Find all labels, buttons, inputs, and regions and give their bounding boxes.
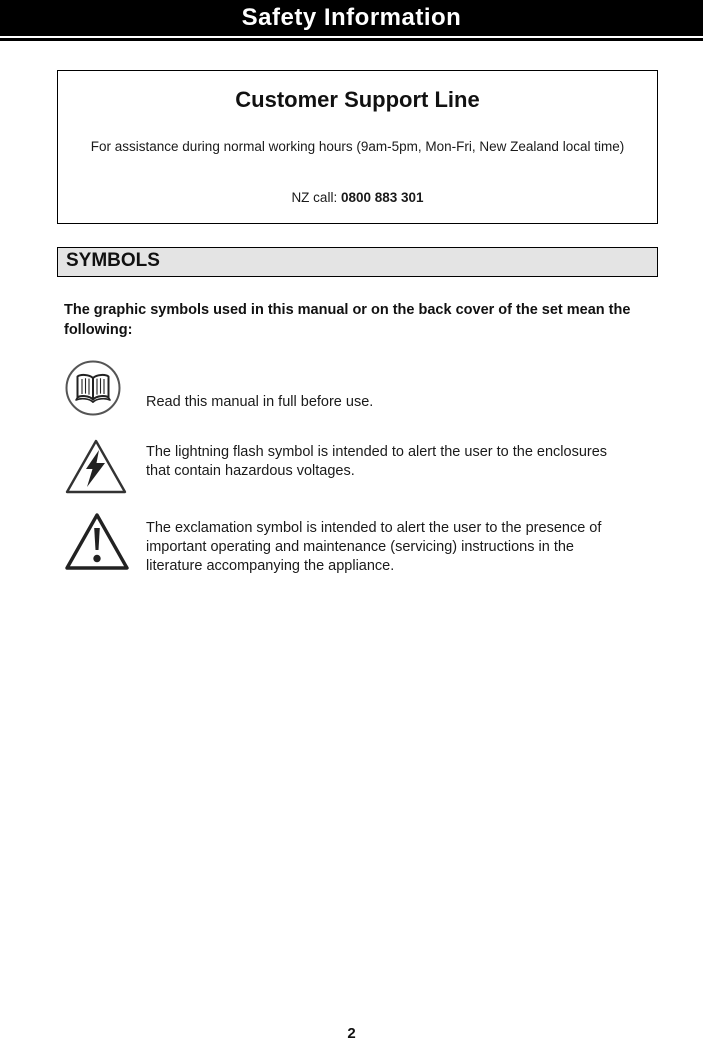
header-divider — [0, 38, 703, 41]
lightning-triangle-icon — [64, 437, 146, 497]
support-phone-prefix: NZ call: — [291, 190, 341, 205]
open-book-icon — [64, 359, 146, 417]
support-hours-text: For assistance during normal working hours (9am-5pm, Mon-Fri, New Zealand local time) — [90, 139, 625, 154]
symbol-row-exclamation — [64, 511, 703, 577]
symbols-heading: SYMBOLS — [66, 250, 160, 271]
exclamation-symbol-description: The exclamation symbol is intended to alert the user to the presence of important operating and maintenance (servicing) instructions in the literature accompanying the appliance. — [146, 519, 602, 575]
lightning-symbol-description: The lightning flash symbol is intended to alert the user to the enclosures that contain hazardous voltages. — [146, 443, 608, 479]
page-title: Safety Information — [241, 4, 462, 31]
symbols-section-header — [57, 247, 658, 277]
support-box-title: Customer Support Line — [235, 87, 480, 112]
symbols-intro-text: The graphic symbols used in this manual or on the back cover of the set mean the following: — [64, 302, 631, 339]
symbol-row-manual — [64, 359, 703, 417]
customer-support-box — [57, 70, 658, 224]
symbol-row-lightning — [64, 437, 703, 497]
support-phone-number: 0800 883 301 — [340, 190, 424, 205]
exclamation-triangle-icon — [64, 511, 146, 573]
support-phone-line — [68, 190, 647, 205]
manual-symbol-description: Read this manual in full before use. — [146, 394, 374, 411]
page-number: 2 — [347, 1025, 356, 1042]
page-header — [0, 0, 703, 36]
